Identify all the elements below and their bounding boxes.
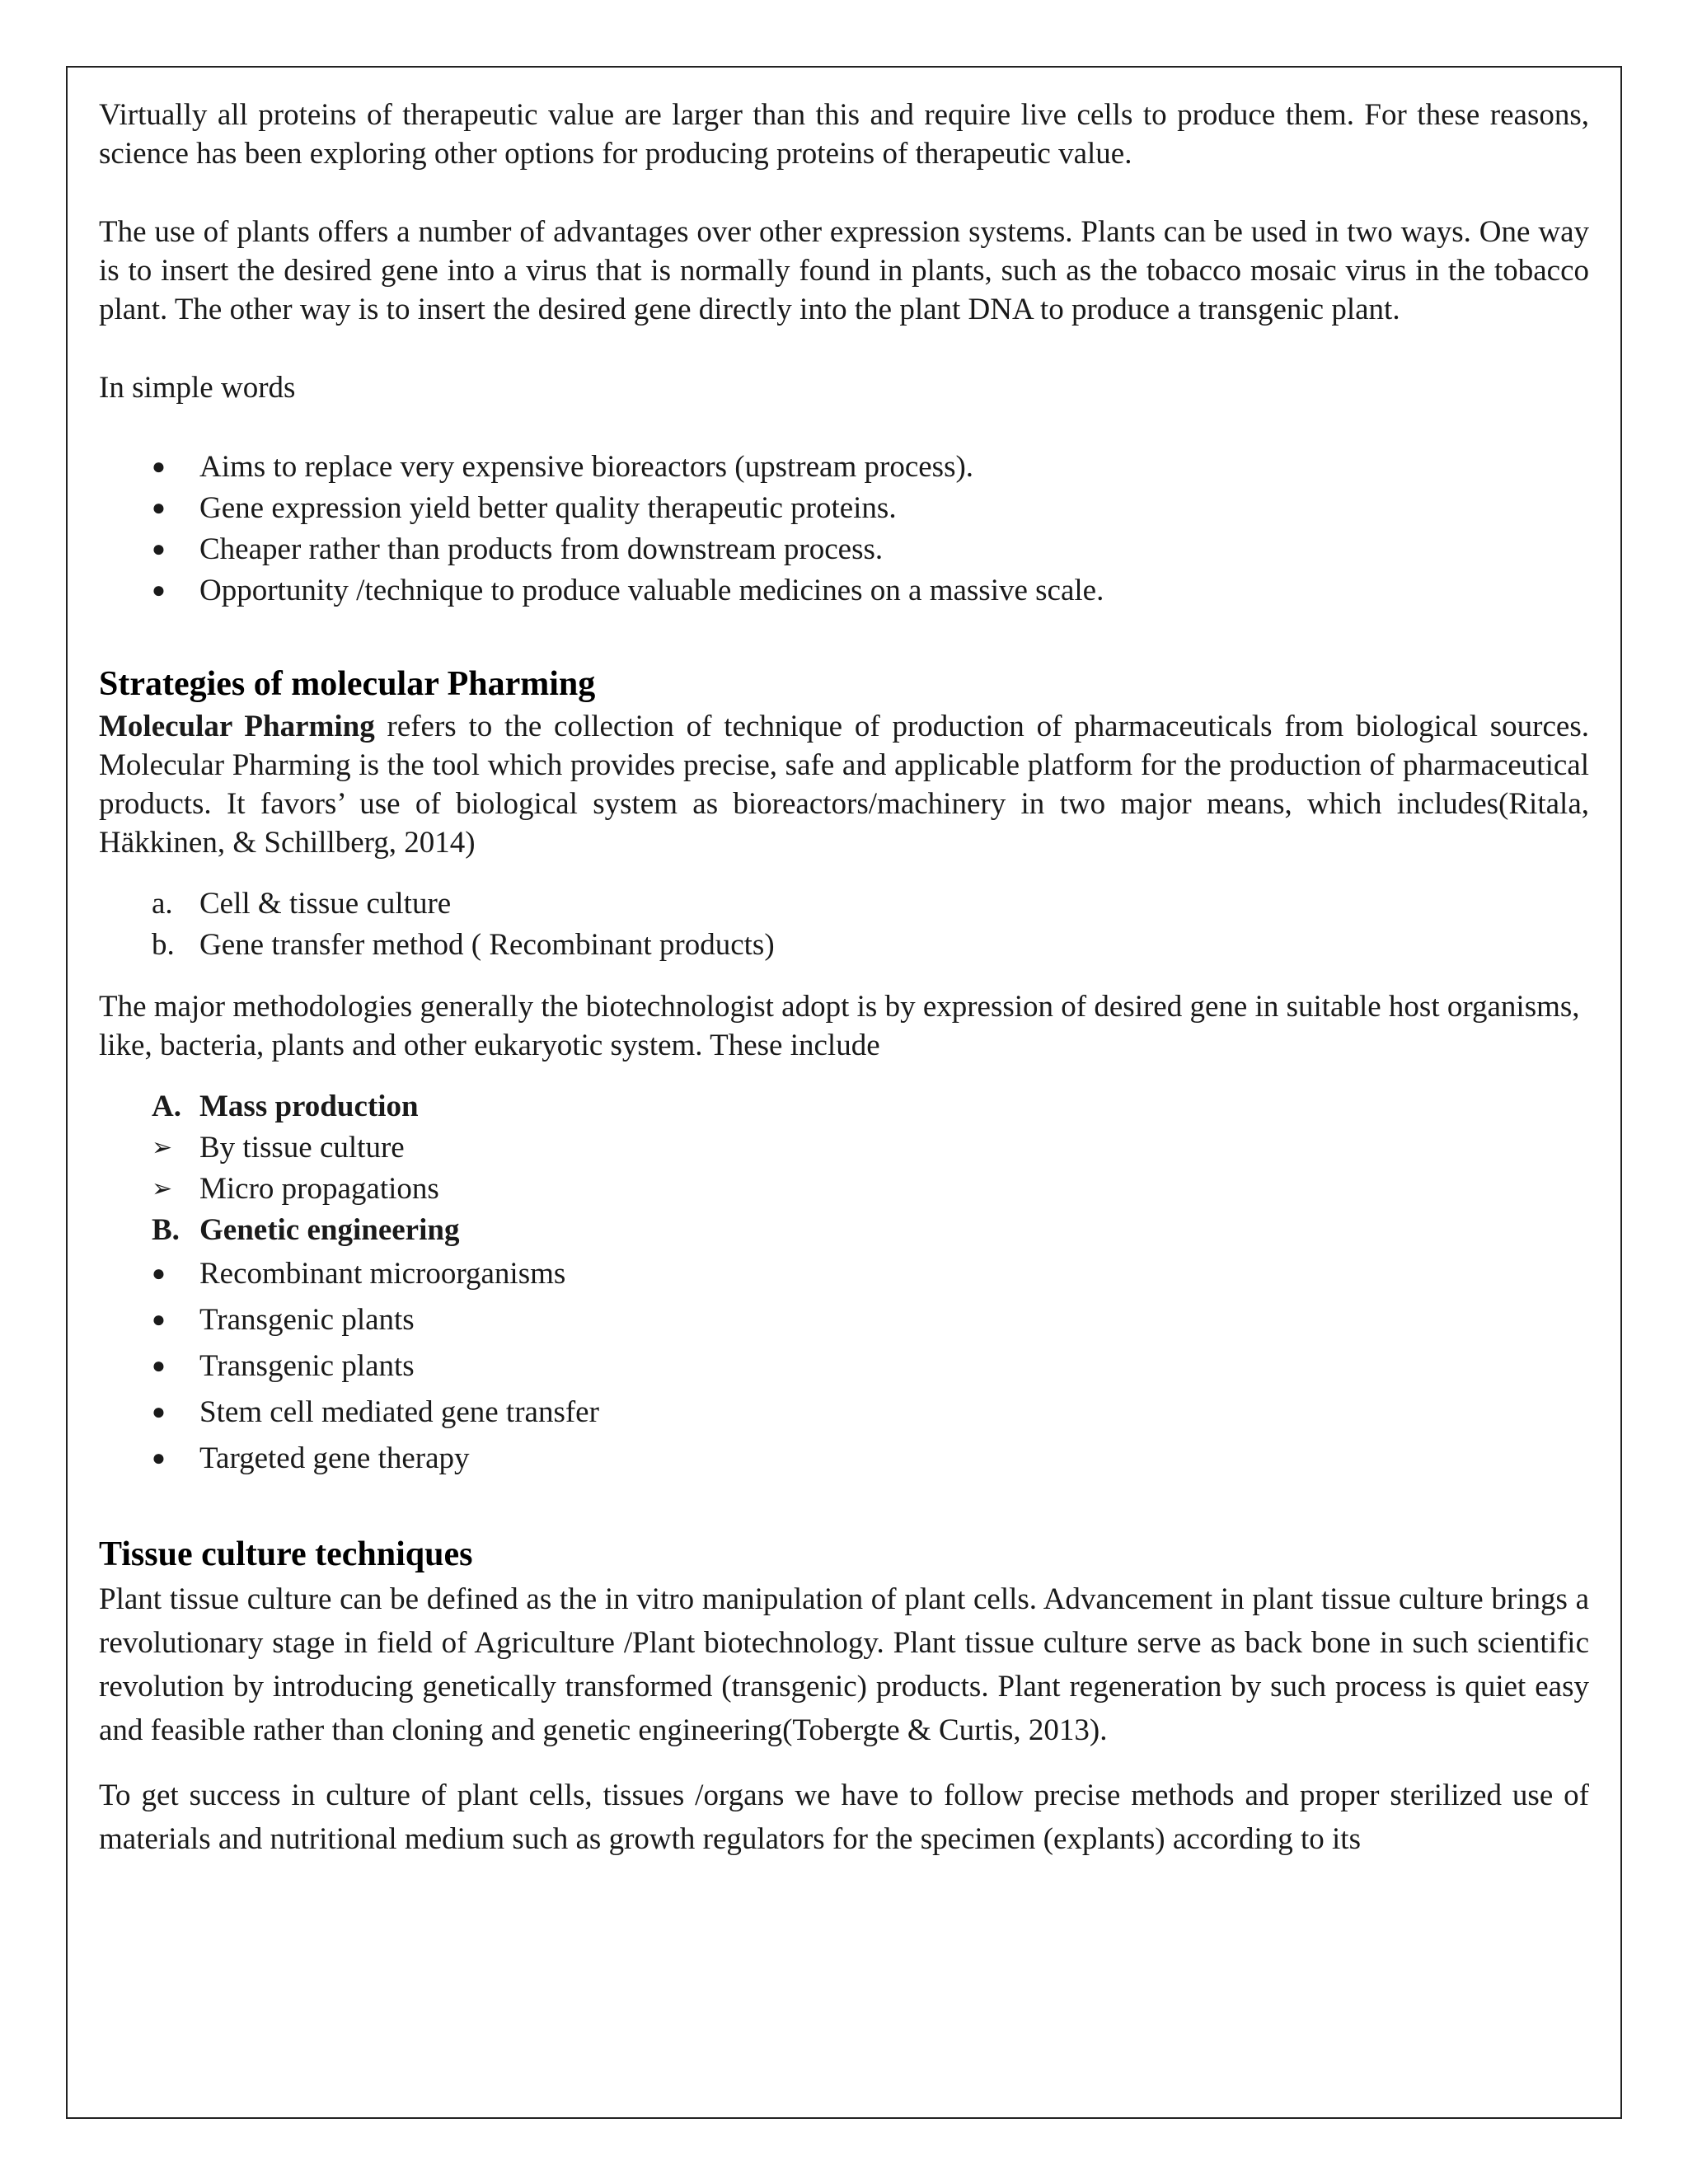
paragraph-methodologies: The major methodologies generally the biotechnologist adopt is by expression of desired gene in suitable host organisms, like, bacteria, plants and other eukaryotic system. These include [99,990,1580,1062]
paragraph-culture-success: To get success in culture of plant cells, tissues /organs we have to follow precise methods and proper sterilized use of materials and nutritional medium such as growth regulators for the specimen (explants) according to its [99,1779,1589,1856]
list-item: ● Aims to replace very expensive bioreactors (upstream process). [99,447,1589,488]
bullet-icon: ● [152,1261,166,1286]
arrow-bullet-icon: ➢ [152,1175,173,1202]
list-item: ➢ By tissue culture [99,1127,1589,1169]
section-heading-tissue-culture: Tissue culture techniques [99,1535,473,1573]
paragraph-simple-words: In simple words [99,371,296,405]
bullet-icon: ● [152,1399,166,1425]
term-molecular-pharming: Molecular Pharming [99,710,375,743]
arrow-bullet-icon: ➢ [152,1134,173,1161]
document-body [99,96,1589,1861]
paragraph-therapeutic-proteins: Virtually all proteins of therapeutic value are larger than this and require live cells to produce them. For these reasons, science has been exploring other options for producing proteins of therapeutic value. [99,98,1589,171]
group-heading-genetic-engineering: B. Genetic engineering [152,1213,460,1247]
paragraph-plant-advantages: The use of plants offers a number of advantages over other expression systems. Plants can be used in two ways. One way is to insert the desired gene into a virus that is normally found in plants, such as the tobacco mosaic virus in the tobacco plant. The other way is to insert the desired gene directly into the plant DNA to produce a transgenic plant. [99,215,1589,326]
bullet-icon: ● [152,495,166,521]
simple-words-list [99,447,1589,612]
list-item: ● Targeted gene therapy [99,1436,1589,1482]
list-item: ● Recombinant microorganisms [99,1251,1589,1297]
means-list [99,883,1589,966]
list-item: ● Cheaper rather than products from downstream process. [99,529,1589,570]
paragraph-plant-tissue-culture: Plant tissue culture can be defined as the in vitro manipulation of plant cells. Advancement in plant tissue culture brings a revolutionary stage in field of Agriculture /Plant biotechnology. Plant tissue culture serve as back bone in such scientific revolution by introducing genetically transformed (transgenic) products. Plant regeneration by such process is quiet easy and feasible rather than cloning and genetic engineering(Tobergte & Curtis, 2013). [99,1582,1589,1747]
list-item: a. Cell & tissue culture [152,887,452,921]
methodologies-list [99,1086,1589,1482]
bullet-icon: ● [152,1307,166,1333]
list-item: ➢ Micro propagations [99,1169,1589,1210]
group-heading-mass-production: A. Mass production [152,1090,419,1123]
list-item: ● Opportunity /technique to produce valuable medicines on a massive scale. [99,570,1589,612]
list-item: ● Transgenic plants [99,1297,1589,1343]
bullet-icon: ● [152,454,166,480]
bullet-icon: ● [152,537,166,562]
bullet-icon: ● [152,1446,166,1471]
list-item: ● Stem cell mediated gene transfer [99,1390,1589,1436]
section-heading-strategies: Strategies of molecular Pharming [99,665,596,703]
list-item: b. Gene transfer method ( Recombinant products) [152,928,775,962]
paragraph-molecular-pharming: Molecular Pharming refers to the collection of technique of production of pharmaceuticals from biological sources. Molecular Pharming is the tool which provides precise, safe and applicable platform for the production of pharmaceutical products. It favors’ use of biological system as bioreactors/machinery in two major means, which includes(Ritala, Häkkinen, & Schillberg, 2014) [99,710,1589,860]
bullet-icon: ● [152,578,166,603]
list-item: ● Transgenic plants [99,1343,1589,1390]
bullet-icon: ● [152,1353,166,1379]
list-item: ● Gene expression yield better quality therapeutic proteins. [99,488,1589,529]
